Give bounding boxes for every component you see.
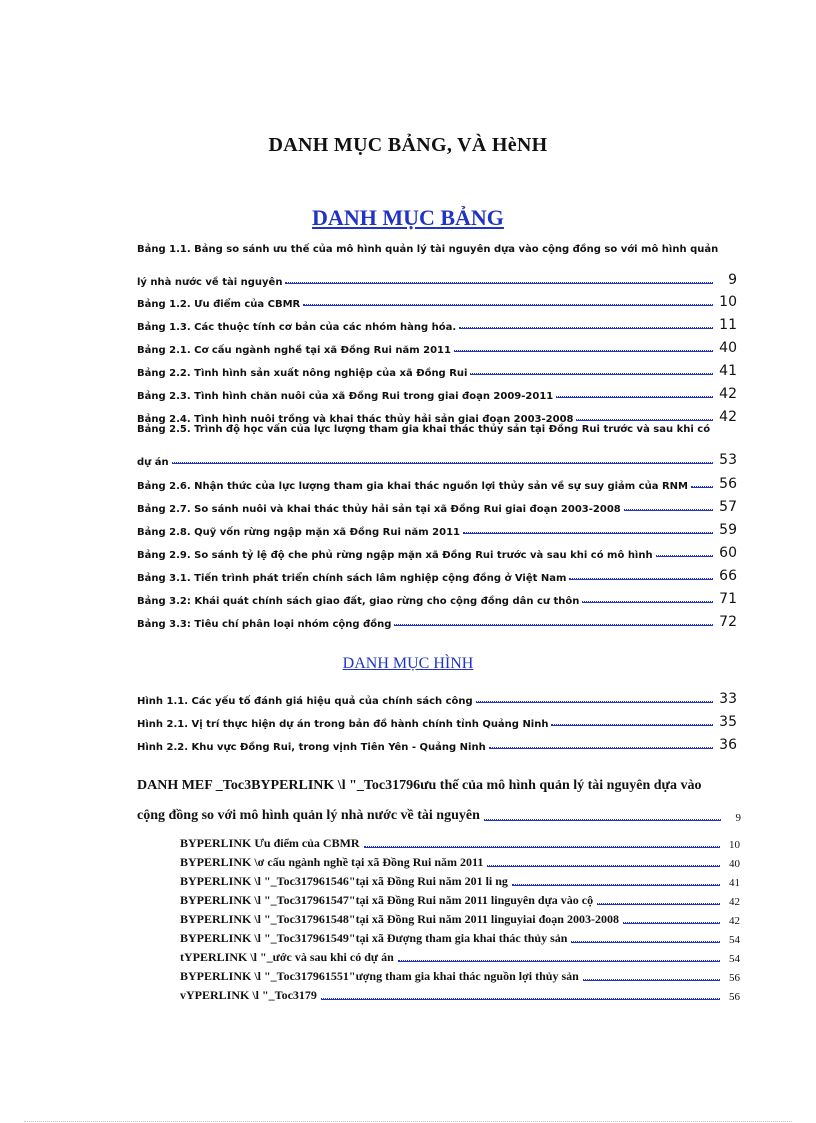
figure-entry-1[interactable] [137,708,737,730]
garbled-entry-1[interactable] [180,852,740,870]
table-entry-5-page-number: 42 [719,386,737,402]
figure-entry-2-page-number: 36 [719,737,737,753]
table-entry-9-page-number: 57 [719,499,737,515]
garbled-entry-6-page-number: 54 [729,953,740,965]
garbled-entry-3[interactable] [180,890,740,908]
garbled-entry-7-page-number: 56 [729,972,740,984]
table-entry-6-page-number: 42 [719,409,737,425]
table-entry-9-leader [624,508,713,510]
table-entry-14-label: Bảng 3.3: Tiêu chí phân loại nhóm cộng đồng [137,619,392,630]
figure-entry-0-label: Hình 1.1. Các yếu tố đánh giá hiệu quả của chính sách công [137,696,473,707]
table-entry-8-page-number: 56 [719,476,737,492]
garbled-entry-5[interactable] [180,928,740,946]
table-entry-3-leader [454,349,713,351]
figure-entry-1-leader [551,723,713,725]
table-entry-0-label: lý nhà nước về tài nguyên [137,277,283,288]
table-entry-10[interactable] [137,516,737,538]
table-entry-10-leader [463,531,713,533]
table-entry-12[interactable] [137,562,737,584]
figures-heading[interactable]: DANH MỤC HÌNH [342,655,474,672]
garbled-entry-3-page-number: 42 [729,896,740,908]
table-entry-1-label: Bảng 1.2. Ưu điểm của CBMR [137,299,301,310]
table-entry-11-page-number: 60 [719,545,737,561]
table-entry-5[interactable] [137,380,737,402]
table-entry-0-first-line[interactable]: Bảng 1.1. Bảng so sánh ưu thế của mô hình quản lý tài nguyên dựa vào cộng đồng so với mô hình quản [137,244,719,255]
table-entry-4-label: Bảng 2.2. Tình hình sản xuất nông nghiệp của xã Đồng Rui [137,368,468,379]
garbled-entry-2-label: BYPERLINK \l "_Toc317961546"tại xã Đồng Rui năm 201 li ng [180,874,508,888]
tables-heading[interactable]: DANH MỤC BẢNG [312,205,504,230]
page-bottom-divider [24,1121,792,1122]
garbled-entry-6-leader [398,959,720,961]
table-entry-3[interactable] [137,334,737,356]
table-entry-11-leader [656,554,713,556]
table-entry-2-label: Bảng 1.3. Các thuộc tính cơ bản của các nhóm hàng hóa. [137,322,457,333]
table-entry-10-label: Bảng 2.8. Quỹ vốn rừng ngập mặn xã Đồng Rui năm 2011 [137,527,460,538]
table-entry-2[interactable] [137,311,737,333]
garbled-entry-8-leader [321,997,720,999]
table-entry-13-leader [582,600,713,602]
figure-entry-2-label: Hình 2.2. Khu vực Đồng Rui, trong vịnh Tiên Yên - Quảng Ninh [137,742,486,753]
table-entry-2-page-number: 11 [719,317,737,333]
garbled-entry-3-label: BYPERLINK \l "_Toc317961547"tại xã Đồng Rui năm 2011 linguyên dựa vào cộ [180,893,594,907]
table-entry-13-page-number: 71 [719,591,737,607]
garbled-entry-8-page-number: 56 [729,991,740,1003]
garbled-entry-7-label: BYPERLINK \l "_Toc317961551"ượng tham gia khai thác nguồn lợi thủy sản [180,969,579,983]
table-entry-3-page-number: 40 [719,340,737,356]
garbled-entry-6-label: tYPERLINK \l "_ước và sau khi có dự án [180,950,394,964]
table-entry-7-leader [172,461,713,463]
garbled-entry-4-page-number: 42 [729,915,740,927]
table-entry-7[interactable] [137,446,737,468]
table-entry-2-leader [459,326,713,328]
garbled-entry-7[interactable] [180,966,740,984]
table-entry-13-label: Bảng 3.2: Khái quát chính sách giao đất, giao rừng cho cộng đồng dân cư thôn [137,596,580,607]
table-entry-1[interactable] [137,288,737,310]
garbled-entry-4-label: BYPERLINK \l "_Toc317961548"tại xã Đồng Rui năm 2011 linguyiai đoạn 2003-2008 [180,912,619,926]
garbled-entry-0-label: BYPERLINK Ưu điểm của CBMR [180,836,360,850]
table-entry-7-page-number: 53 [719,452,737,468]
table-entry-12-label: Bảng 3.1. Tiến trình phát triển chính sách lâm nghiệp cộng đồng ở Việt Nam [137,573,567,584]
garbled-entry-2-leader [512,883,720,885]
table-entry-0-leader [285,281,713,283]
garbled-entry-5-label: BYPERLINK \l "_Toc317961549"tại xã Đượng tham gia khai thác thủy sản [180,931,568,945]
garbled-paragraph-leader [484,818,721,820]
table-entry-13[interactable] [137,585,737,607]
garbled-entry-2[interactable] [180,871,740,889]
garbled-entry-1-label: BYPERLINK \ơ cấu ngành nghề tại xã Đồng Rui năm 2011 [180,855,484,869]
table-entry-6[interactable] [137,403,737,425]
figure-entry-2[interactable] [137,731,737,753]
garbled-entry-5-page-number: 54 [729,934,740,946]
garbled-entry-3-leader [597,902,720,904]
garbled-entry-8[interactable] [180,985,740,1003]
table-entry-8-label: Bảng 2.6. Nhận thức của lực lượng tham gia khai thác nguồn lợi thủy sản về sự suy giảm của RNM [137,481,688,492]
table-entry-14[interactable] [137,608,737,630]
garbled-entry-1-leader [487,864,720,866]
garbled-entry-1-page-number: 40 [729,858,740,870]
table-entry-1-page-number: 10 [719,294,737,310]
table-entry-14-leader [394,623,713,625]
figure-entry-0-leader [476,700,713,702]
figure-entry-1-label: Hình 2.1. Vị trí thực hiện dự án trong bản đồ hành chính tỉnh Quảng Ninh [137,719,549,730]
table-entry-12-page-number: 66 [719,568,737,584]
table-entry-6-label: Bảng 2.4. Tình hình nuôi trồng và khai thác thủy hải sản giai đoạn 2003-2008 [137,414,574,425]
table-entry-9[interactable] [137,493,737,515]
figure-entry-1-page-number: 35 [719,714,737,730]
garbled-entry-8-label: vYPERLINK \l "_Toc3179 [180,988,317,1002]
garbled-entry-5-leader [571,940,720,942]
table-entry-8[interactable] [137,470,737,492]
figure-entry-0-page-number: 33 [719,691,737,707]
table-entry-5-leader [556,395,713,397]
garbled-entry-6[interactable] [180,947,740,965]
table-entry-1-leader [303,303,713,305]
table-entry-10-page-number: 59 [719,522,737,538]
table-entry-5-label: Bảng 2.3. Tình hình chăn nuôi của xã Đồng Rui trong giai đoạn 2009-2011 [137,391,554,402]
garbled-paragraph-line2-label: cộng đồng so với mô hình quản lý nhà nước về tài nguyên [137,808,480,823]
page-title: DANH MỤC BẢNG, VÀ HèNH [268,134,548,156]
garbled-entry-4-leader [623,921,720,923]
figure-entry-2-leader [489,746,713,748]
garbled-entry-7-leader [583,978,720,980]
table-entry-12-leader [569,577,713,579]
garbled-entry-2-page-number: 41 [729,877,740,889]
table-entry-11[interactable] [137,539,737,561]
table-entry-0-page-number: 9 [728,272,737,288]
table-entry-6-leader [576,418,713,420]
figure-entry-0[interactable] [137,685,737,707]
table-entry-4[interactable] [137,357,737,379]
garbled-entry-0-page-number: 10 [729,839,740,851]
table-entry-0[interactable] [137,266,737,288]
garbled-entry-0[interactable] [180,833,740,851]
garbled-entry-4[interactable] [180,909,740,927]
table-entry-9-label: Bảng 2.7. So sánh nuôi và khai thác thủy hải sản tại xã Đồng Rui giai đoạn 2003-2008 [137,504,621,515]
table-entry-4-leader [470,372,713,374]
table-entry-8-leader [691,485,713,487]
table-entry-7-label: dự án [137,457,169,468]
garbled-paragraph-page-number: 9 [735,812,741,824]
garbled-paragraph-line1: DANH MEF _Toc3BYPERLINK \l "_Toc31796ưu thế của mô hình quản lý tài nguyên dựa vào [137,778,702,793]
garbled-paragraph-line2[interactable] [137,806,741,824]
table-entry-3-label: Bảng 2.1. Cơ cấu ngành nghề tại xã Đồng Rui năm 2011 [137,345,451,356]
garbled-entry-0-leader [364,845,720,847]
table-entry-14-page-number: 72 [719,614,737,630]
table-entry-7-first-line[interactable]: Bảng 2.5. Trình độ học vấn của lực lượng tham gia khai thác thủy sản tại Đồng Rui trước và sau khi có [137,424,711,435]
table-entry-11-label: Bảng 2.9. So sánh tỷ lệ độ che phủ rừng ngập mặn xã Đồng Rui trước và sau khi có mô hình [137,550,653,561]
table-entry-4-page-number: 41 [719,363,737,379]
